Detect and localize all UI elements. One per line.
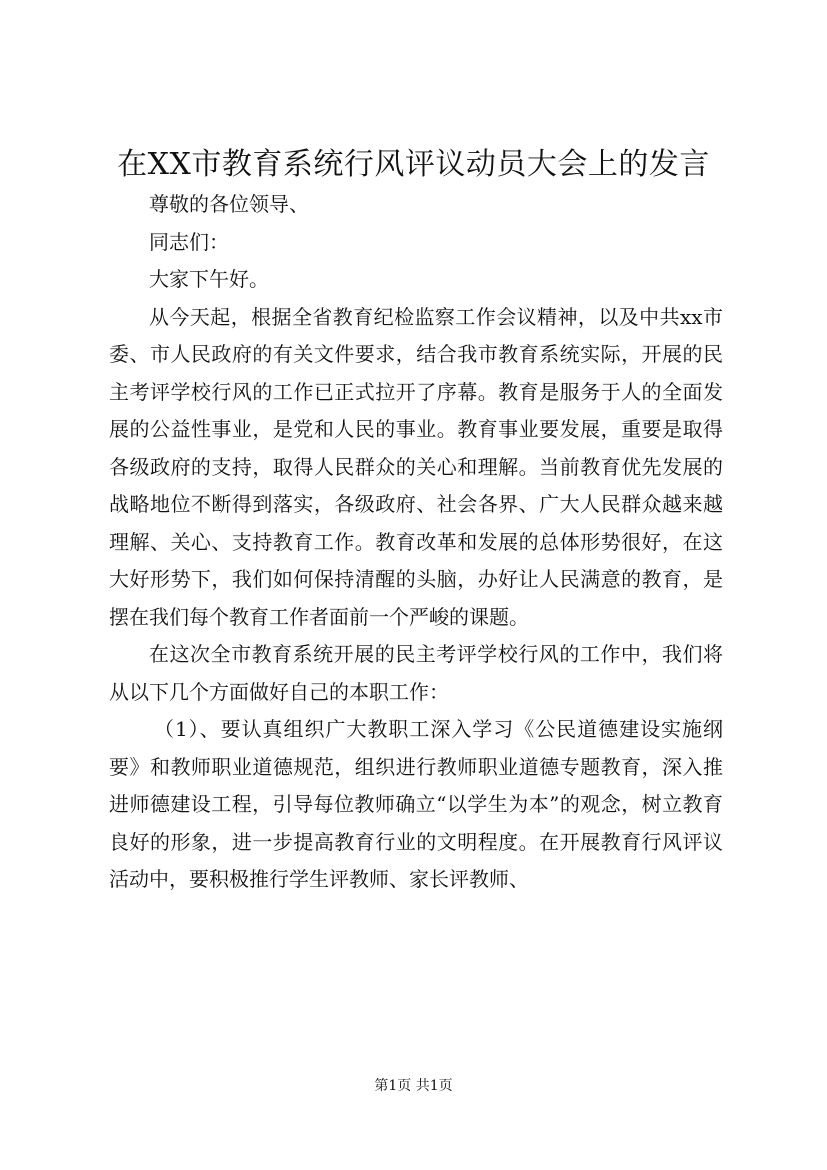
body-paragraph: 在这次全市教育系统开展的民主考评学校行风的工作中，我们将从以下几个方面做好自己的本职工作： [109, 642, 723, 704]
salutation-line: 同志们： [149, 229, 229, 254]
greeting-line: 大家下午好。 [149, 267, 269, 291]
list-item-paragraph: （1）、要认真组织广大教职工深入学习《公民道德建设实施纲要》和教师职业道德规范，组织进行教师职业道德专题教育，深入推进师德建设工程，引导每位教师确立“以学生为本”的观念，树立教育良好的形象，进一步提高教育行业的文明程度。在开展教育行风评议活动中，要积极推行学生评教师、家长评教师、 [109, 717, 723, 891]
document-body [109, 186, 723, 899]
page-footer: 第1页 共1页 [374, 1078, 453, 1094]
salutation-line: 尊敬的各位领导、 [149, 192, 309, 216]
document-title: 在XX市教育系统行风评议动员大会上的发言 [117, 147, 710, 182]
body-paragraph: 从今天起，根据全省教育纪检监察工作会议精神，以及中共xx市委、市人民政府的有关文件要求，结合我市教育系统实际，开展的民主考评学校行风的工作已正式拉开了序幕。教育是服务于人的全面发展的公益性事业，是党和人民的事业。教育事业要发展，重要是取得各级政府的支持，取得人民群众的关心和理解。当前教育优先发展的战略地位不断得到落实，各级政府、社会各界、广大人民群众越来越理解、关心、支持教育工作。教育改革和发展的总体形势很好，在这大好形势下，我们如何保持清醒的头脑，办好让人民满意的教育，是摆在我们每个教育工作者面前一个严峻的课题。 [109, 304, 723, 629]
